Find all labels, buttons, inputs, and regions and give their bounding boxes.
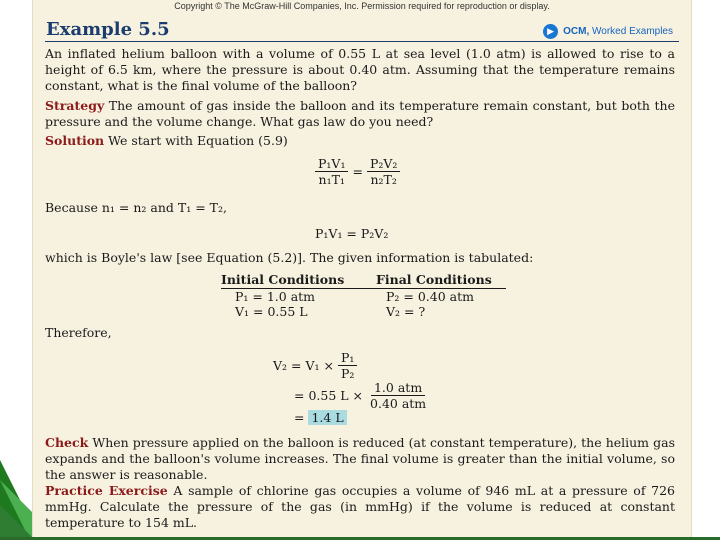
check-paragraph (45, 435, 675, 483)
boyle-equation: P₁V₁ = P₂V₂ (315, 226, 389, 241)
badge-label: Worked Examples (592, 26, 673, 37)
boyle-law-line: which is Boyle's law [see Equation (5.2)]. The given information is tabulated: (45, 250, 534, 265)
eq1-lhs-numerator: P₁V₁ (315, 156, 348, 172)
badge-brand: OCM, (563, 26, 590, 37)
eq1-lhs-denominator: n₁T₁ (318, 172, 345, 187)
calc-line-3 (294, 410, 347, 425)
conditions-table (221, 272, 506, 319)
therefore-line: Therefore, (45, 325, 112, 340)
solution-text: We start with Equation (5.9) (108, 133, 288, 148)
table-cell: V₁ = 0.55 L (235, 304, 308, 319)
because-line: Because n₁ = n₂ and T₁ = T₂, (45, 200, 227, 215)
eq1-rhs-denominator: n₂T₂ (370, 172, 397, 187)
calc-line3-eq: = (294, 410, 305, 425)
strategy-text: The amount of gas inside the balloon and its temperature remain constant, but both the pressure and the volume change. What gas law do you need? (45, 98, 675, 129)
final-answer-highlight: 1.4 L (308, 410, 346, 425)
calc-line2-lhs: = 0.55 L × (294, 388, 364, 403)
practice-label: Practice Exercise (45, 483, 168, 498)
example-title: Example 5.5 (46, 19, 170, 40)
table-header-final: Final Conditions (376, 272, 492, 287)
copyright-notice: Copyright © The McGraw-Hill Companies, Inc. Permission required for reproduction or display. (174, 1, 550, 11)
worked-examples-badge (543, 24, 673, 39)
strategy-label: Strategy (45, 98, 105, 113)
calc-line2-denominator: 0.40 atm (370, 396, 427, 411)
solution-paragraph (45, 133, 675, 149)
problem-statement: An inflated helium balloon with a volume of 0.55 L at sea level (1.0 atm) is allowed to rise to a height of 6.5 km, where the pressure is about 0.40 atm. Assuming that the temperature remains constant, what is the final volume of the balloon? (45, 46, 675, 93)
table-row (221, 289, 506, 304)
practice-text: A sample of chlorine gas occupies a volume of 946 mL at a pressure of 726 mmHg. Calculate the pressure of the gas (in mmHg) if the volume is reduced at constant temperature to 154 mL. (45, 483, 675, 530)
table-header-initial: Initial Conditions (221, 272, 345, 287)
play-icon: ▶ (543, 24, 558, 39)
table-cell: V₂ = ? (386, 304, 426, 319)
check-text: When pressure applied on the balloon is reduced (at constant temperature), the helium gas expands and the balloon's volume increases. The final volume is greater than the initial volume, so the answer is reasonable. (45, 435, 675, 482)
eq1-rhs-numerator: P₂V₂ (367, 156, 400, 172)
calc-line-2 (294, 380, 433, 411)
textbook-page (32, 0, 692, 540)
equation-5-9: $\frac{\text{P₁V₁}}{\text{n₁T₁}}$ = $\frac{\text{P₂V₂}}{\text{n₂T₂}}$ (311, 156, 404, 187)
check-label: Check (45, 435, 89, 450)
calc-line1-numerator: P₁ (338, 350, 357, 366)
calc-line2-numerator: 1.0 atm (371, 380, 425, 396)
solution-label: Solution (45, 133, 105, 148)
table-row (221, 304, 506, 319)
table-cell: P₂ = 0.40 atm (386, 289, 474, 304)
practice-paragraph (45, 483, 675, 531)
calc-line-1 (273, 350, 361, 381)
table-cell: P₁ = 1.0 atm (235, 289, 316, 304)
calc-line1-denominator: P₂ (340, 366, 355, 381)
title-divider (45, 41, 679, 42)
calc-line1-lhs: V₂ = V₁ × (273, 358, 334, 373)
strategy-paragraph (45, 98, 675, 130)
